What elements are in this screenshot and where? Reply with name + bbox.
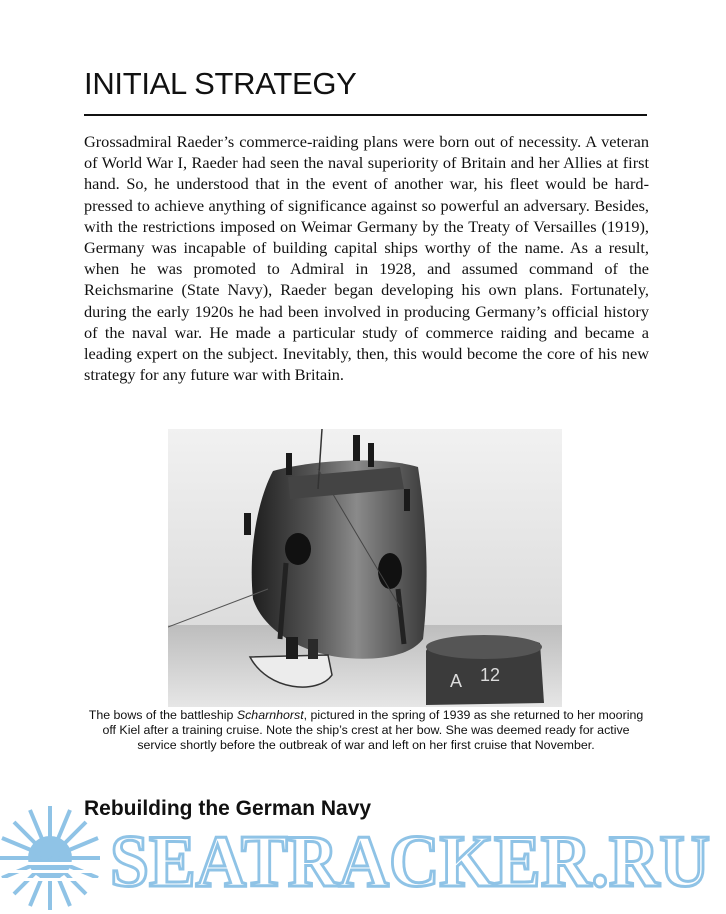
photo-caption bbox=[84, 708, 648, 754]
caption-rest: , pictured in the spring of 1939 as she returned to her mooring off Kiel after a training cruise. Note the ship’s crest at her bow. She was deemed ready for active service shortly before the outbreak of war and left on her first cruise that November. bbox=[102, 708, 644, 753]
seatracker-watermark bbox=[0, 800, 726, 914]
buoy-number: 12 bbox=[480, 665, 501, 685]
page-title: INITIAL STRATEGY bbox=[84, 66, 357, 101]
caption-lead: The bows of the battleship bbox=[88, 708, 237, 722]
section-heading: Rebuilding the German Navy bbox=[84, 797, 372, 820]
title-rule bbox=[84, 114, 647, 116]
battleship-photo-drawing bbox=[168, 429, 562, 707]
buoy-letter: A bbox=[450, 671, 463, 691]
watermark-text: SEATRACKER.RU bbox=[110, 821, 710, 903]
battleship-photo bbox=[168, 429, 562, 707]
sun-logo-icon bbox=[0, 806, 110, 910]
caption-ship-name: Scharnhorst bbox=[236, 708, 304, 722]
body-paragraph: Grossadmiral Raeder’s commerce-raiding plans were born out of necessity. A veteran of World War I, Raeder had seen the naval superiority of Britain and her Allies at first hand. So, he understood that in the event of another war, his fleet would be hard-pressed to achieve anything of significance against so powerful an adversary. Besides, with the restrictions imposed on Weimar Germany by the Treaty of Versailles (1919), Germany was incapable of building capital ships worthy of the name. As a result, when he was promoted to Admiral in 1928, and assumed command of the Reichsmarine (State Navy), Raeder began developing his own plans. Fortunately, during the early 1920s he had been involved in producing Germany’s official history of the naval war. He made a particular study of commerce raiding and became a leading expert on the subject. Inevitably, then, this would become the core of his new strategy for any future war with Britain. bbox=[84, 132, 649, 385]
